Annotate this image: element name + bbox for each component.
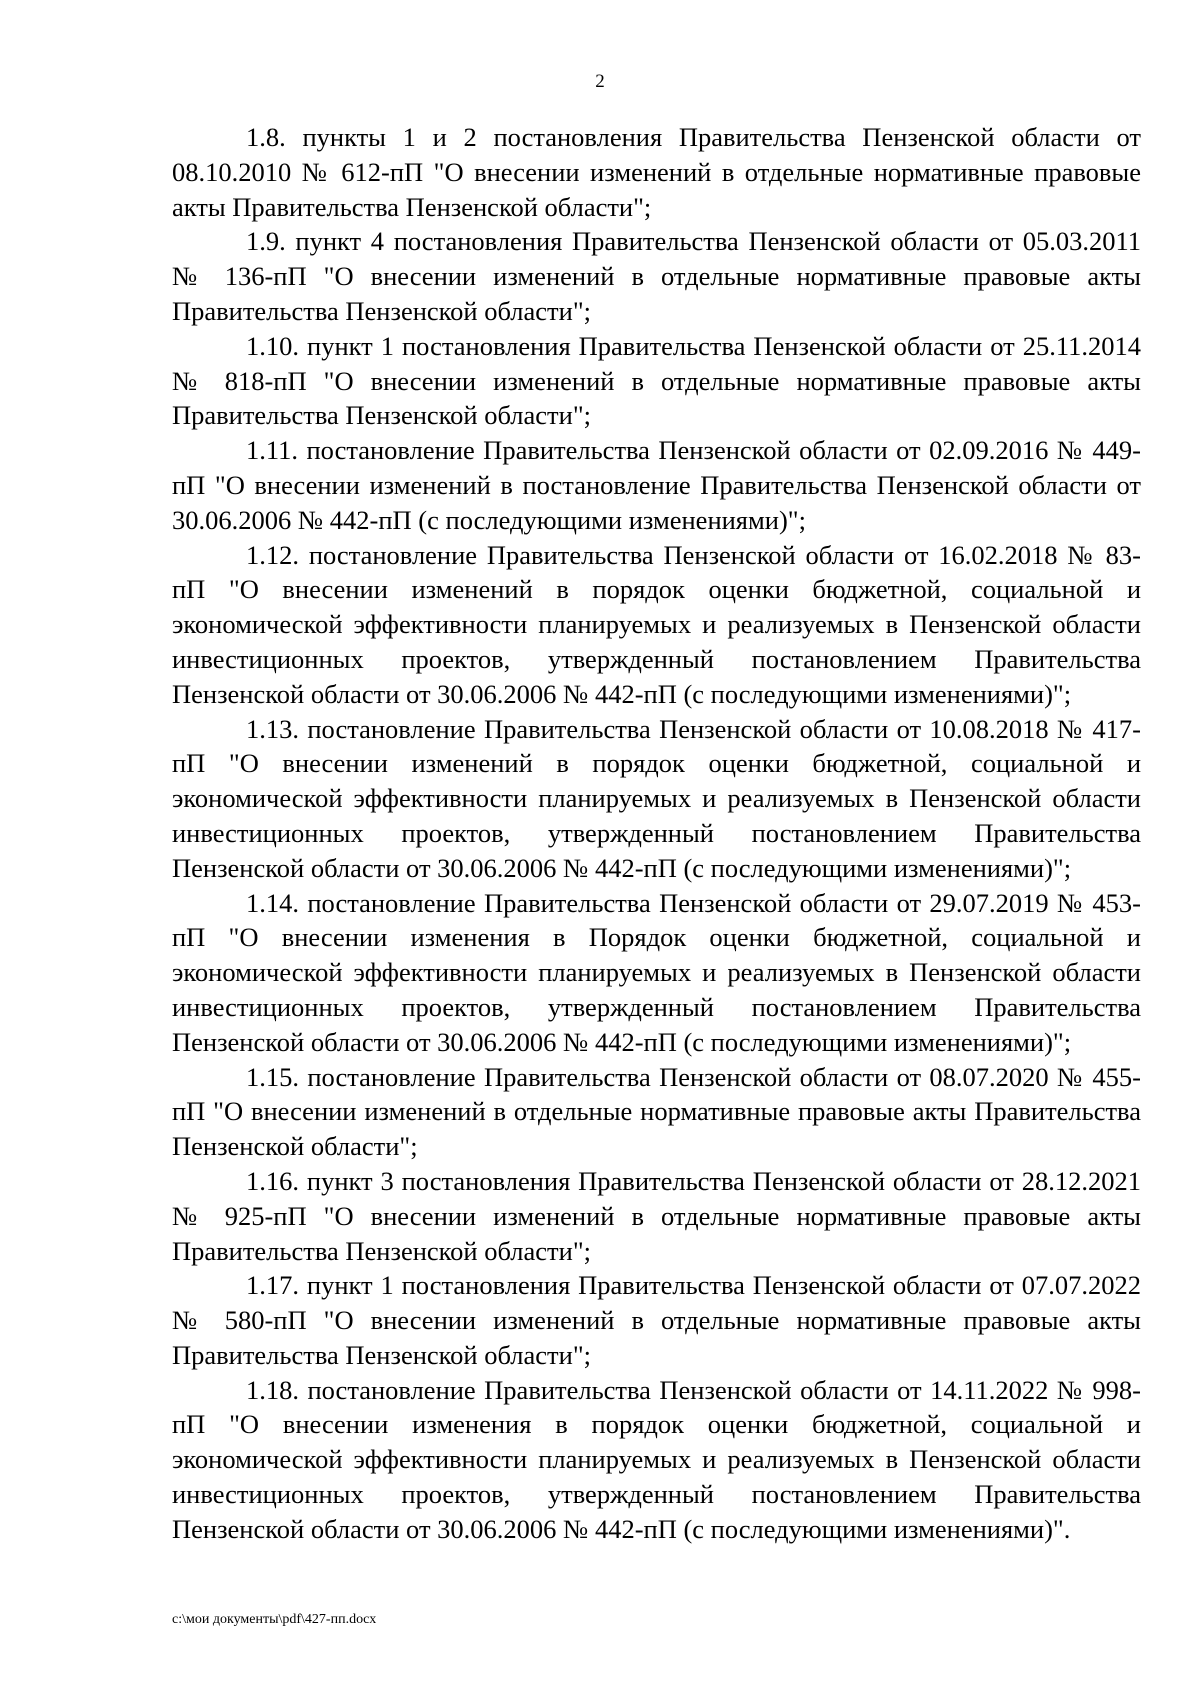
paragraph-1-10: 1.10. пункт 1 постановления Правительства Пензенской области от 25.11.2014 № 818-пП "О внесении изменений в отдельные нормативные правовые акты Правительства Пензенской области"; — [172, 330, 1141, 431]
paragraph-1-13: 1.13. постановление Правительства Пензенской области от 10.08.2018 № 417-пП "О внесении изменений в порядок оценки бюджетной, социальной и экономической эффективности планируемых и реализуемых в Пензенской области инвестиционных проектов, утвержденный постановлением Правительства Пензенской области от 30.06.2006 № 442-пП (с последующими изменениями)"; — [172, 713, 1141, 883]
paragraph-1-17: 1.17. пункт 1 постановления Правительства Пензенской области от 07.07.2022 № 580-пП "О внесении изменений в отдельные нормативные правовые акты Правительства Пензенской области"; — [172, 1270, 1141, 1370]
paragraph-1-11: 1.11. постановление Правительства Пензенской области от 02.09.2016 № 449-пП "О внесении изменений в постановление Правительства Пензенской области от 30.06.2006 № 442-пП (с последующими изменениями)"; — [172, 435, 1141, 535]
paragraph-1-12: 1.12. постановление Правительства Пензенской области от 16.02.2018 № 83-пП "О внесении изменений в порядок оценки бюджетной, социальной и экономической эффективности планируемых и реализуемых в Пензенской области инвестиционных проектов, утвержденный постановлением Правительства Пензенской области от 30.06.2006 № 442-пП (с последующими изменениями)"; — [172, 539, 1141, 709]
paragraph-1-14: 1.14. постановление Правительства Пензенской области от 29.07.2019 № 453-пП "О внесении изменения в Порядок оценки бюджетной, социальной и экономической эффективности планируемых и реализуемых в Пензенской области инвестиционных проектов, утвержденный постановлением Правительства Пензенской области от 30.06.2006 № 442-пП (с последующими изменениями)"; — [172, 887, 1141, 1057]
paragraph-1-8: 1.8. пункты 1 и 2 постановления Правительства Пензенской области от 08.10.2010 № 612-пП "О внесении изменений в отдельные нормативные правовые акты Правительства Пензенской области"; — [172, 122, 1141, 222]
paragraph-1-15: 1.15. постановление Правительства Пензенской области от 08.07.2020 № 455-пП "О внесении изменений в отдельные нормативные правовые акты Правительства Пензенской области"; — [172, 1061, 1141, 1162]
page-number: 2 — [595, 71, 605, 92]
footer-file-path: c:\мои документы\pdf\427-пп.docx — [172, 1612, 377, 1627]
paragraph-1-9: 1.9. пункт 4 постановления Правительства Пензенской области от 05.03.2011 № 136-пП "О внесении изменений в отдельные нормативные правовые акты Правительства Пензенской области"; — [172, 226, 1141, 326]
paragraph-1-18: 1.18. постановление Правительства Пензенской области от 14.11.2022 № 998-пП "О внесении изменения в порядок оценки бюджетной, социальной и экономической эффективности планируемых и реализуемых в Пензенской области инвестиционных проектов, утвержденный постановлением Правительства Пензенской области от 30.06.2006 № 442-пП (с последующими изменениями)". — [172, 1374, 1141, 1544]
paragraph-1-16: 1.16. пункт 3 постановления Правительства Пензенской области от 28.12.2021 № 925-пП "О внесении изменений в отдельные нормативные правовые акты Правительства Пензенской области"; — [172, 1165, 1141, 1266]
document-body — [172, 120, 1141, 1547]
